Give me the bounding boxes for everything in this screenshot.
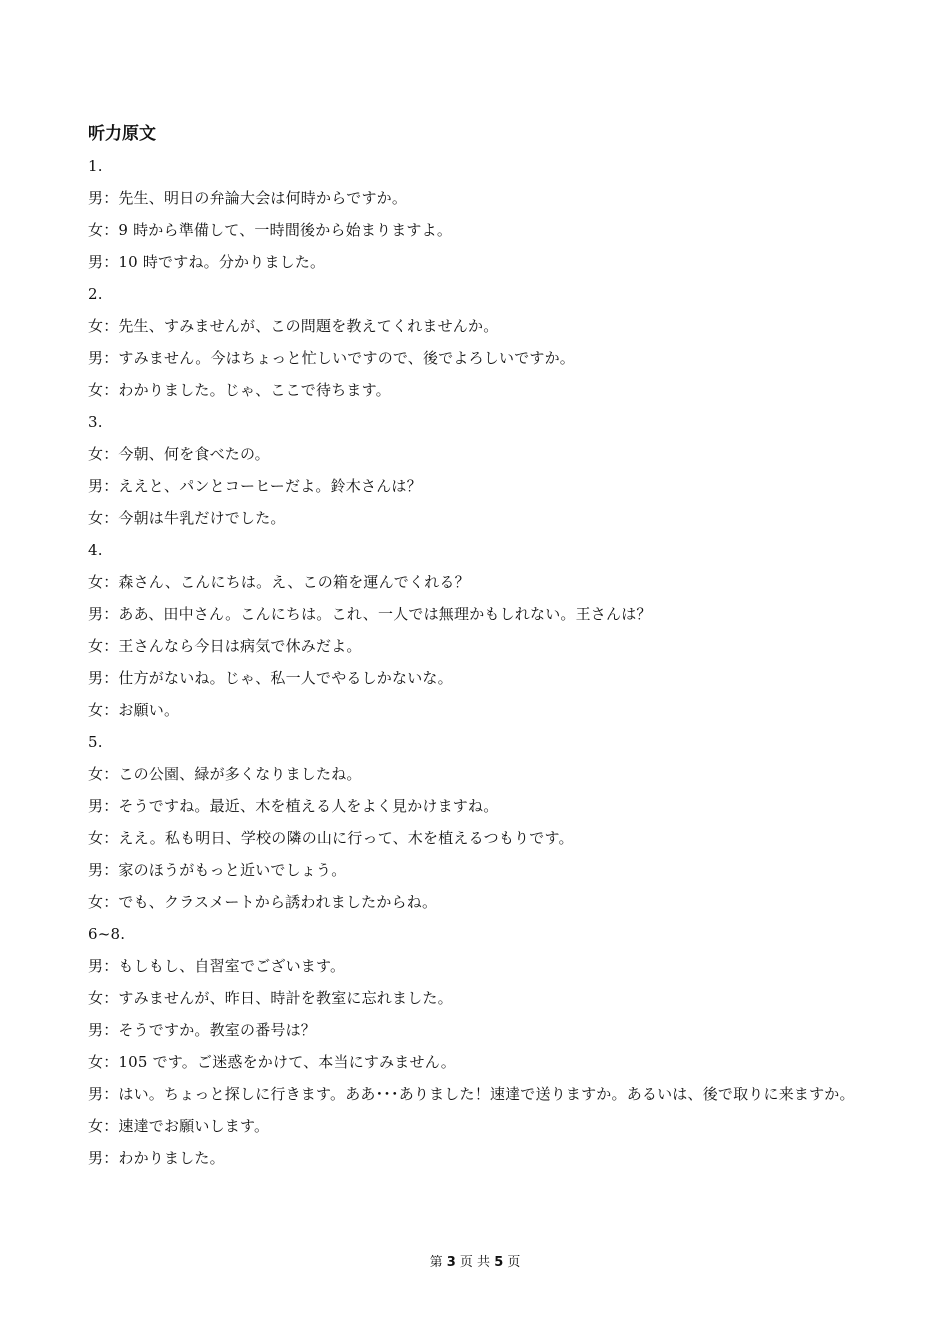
footer-total-pages: 5 [494,1255,504,1270]
transcript-lines [88,150,868,1174]
transcript-line: 女：ええ。私も明日、学校の隣の山に行って、木を植えるつもりです。 [88,829,574,847]
transcript-line: 男：そうですか。教室の番号は？ [88,1021,317,1039]
transcript-line: 男：そうですね。最近、木を植える人をよく見かけますね。 [88,797,499,815]
transcript-line: 男：わかりました。 [88,1149,225,1167]
transcript-line: 女：105 です。ご迷惑をかけて、本当にすみません。 [88,1053,457,1071]
transcript-line: 男：仕方がないね。じゃ、私一人でやるしかないな。 [88,669,453,687]
transcript-line: 男：ええと、パンとコーヒーだよ。鈴木さんは？ [88,477,422,495]
transcript-line: 女：わかりました。じゃ、ここで待ちます。 [88,381,391,399]
transcript-line: 男：もしもし、自習室でございます。 [88,957,346,975]
transcript-line: 女：でも、クラスメートから誘われましたからね。 [88,893,438,911]
transcript-line: 女：今朝、何を食べたの。 [88,445,270,463]
transcript-line: 女：この公園、緑が多くなりましたね。 [88,765,362,783]
transcript-line: 男：10 時ですね。分かりました。 [88,253,326,271]
transcript-line: 男：はい。ちょっと探しに行きます。ああ･･･ありました！速達で送りますか。あるいは、後で取りに来ますか。 [88,1085,855,1103]
transcript-line: 4. [88,541,103,559]
transcript-line: 女：お願い。 [88,701,180,719]
transcript-line: 女：森さん、こんにちは。え、この箱を運んでくれる？ [88,573,470,591]
transcript-line: 2. [88,285,103,303]
transcript-line: 6~8. [88,925,126,943]
transcript-line: 5. [88,733,103,751]
document-title: 听力原文 [88,124,156,144]
transcript-line: 男：ああ、田中さん。こんにちは。これ、一人では無理かもしれない。王さんは？ [88,605,652,623]
transcript-line: 男：先生、明日の弁論大会は何時からですか。 [88,189,408,207]
transcript-line: 女：速達でお願いします。 [88,1117,270,1135]
transcript-line: 女：先生、すみませんが、この問題を教えてくれませんか。 [88,317,499,335]
transcript-line: 女：王さんなら今日は病気で休みだよ。 [88,637,362,655]
transcript-line: 1. [88,157,103,175]
transcript-line: 女：今朝は牛乳だけでした。 [88,509,286,527]
footer-prefix: 第 [429,1255,443,1270]
footer-current-page: 3 [446,1255,456,1270]
transcript-line: 3. [88,413,103,431]
transcript-line: 女：9 時から準備して、一時間後から始まりますよ。 [88,221,453,239]
page-footer [0,1253,950,1273]
footer-middle: 页 共 [459,1255,491,1270]
transcript-line: 男：すみません。今はちょっと忙しいですので、後でよろしいですか。 [88,349,576,367]
document-page [88,118,868,1174]
transcript-line: 女：すみませんが、昨日、時計を教室に忘れました。 [88,989,453,1007]
transcript-line: 男：家のほうがもっと近いでしょう。 [88,861,347,879]
footer-suffix: 页 [507,1255,521,1270]
